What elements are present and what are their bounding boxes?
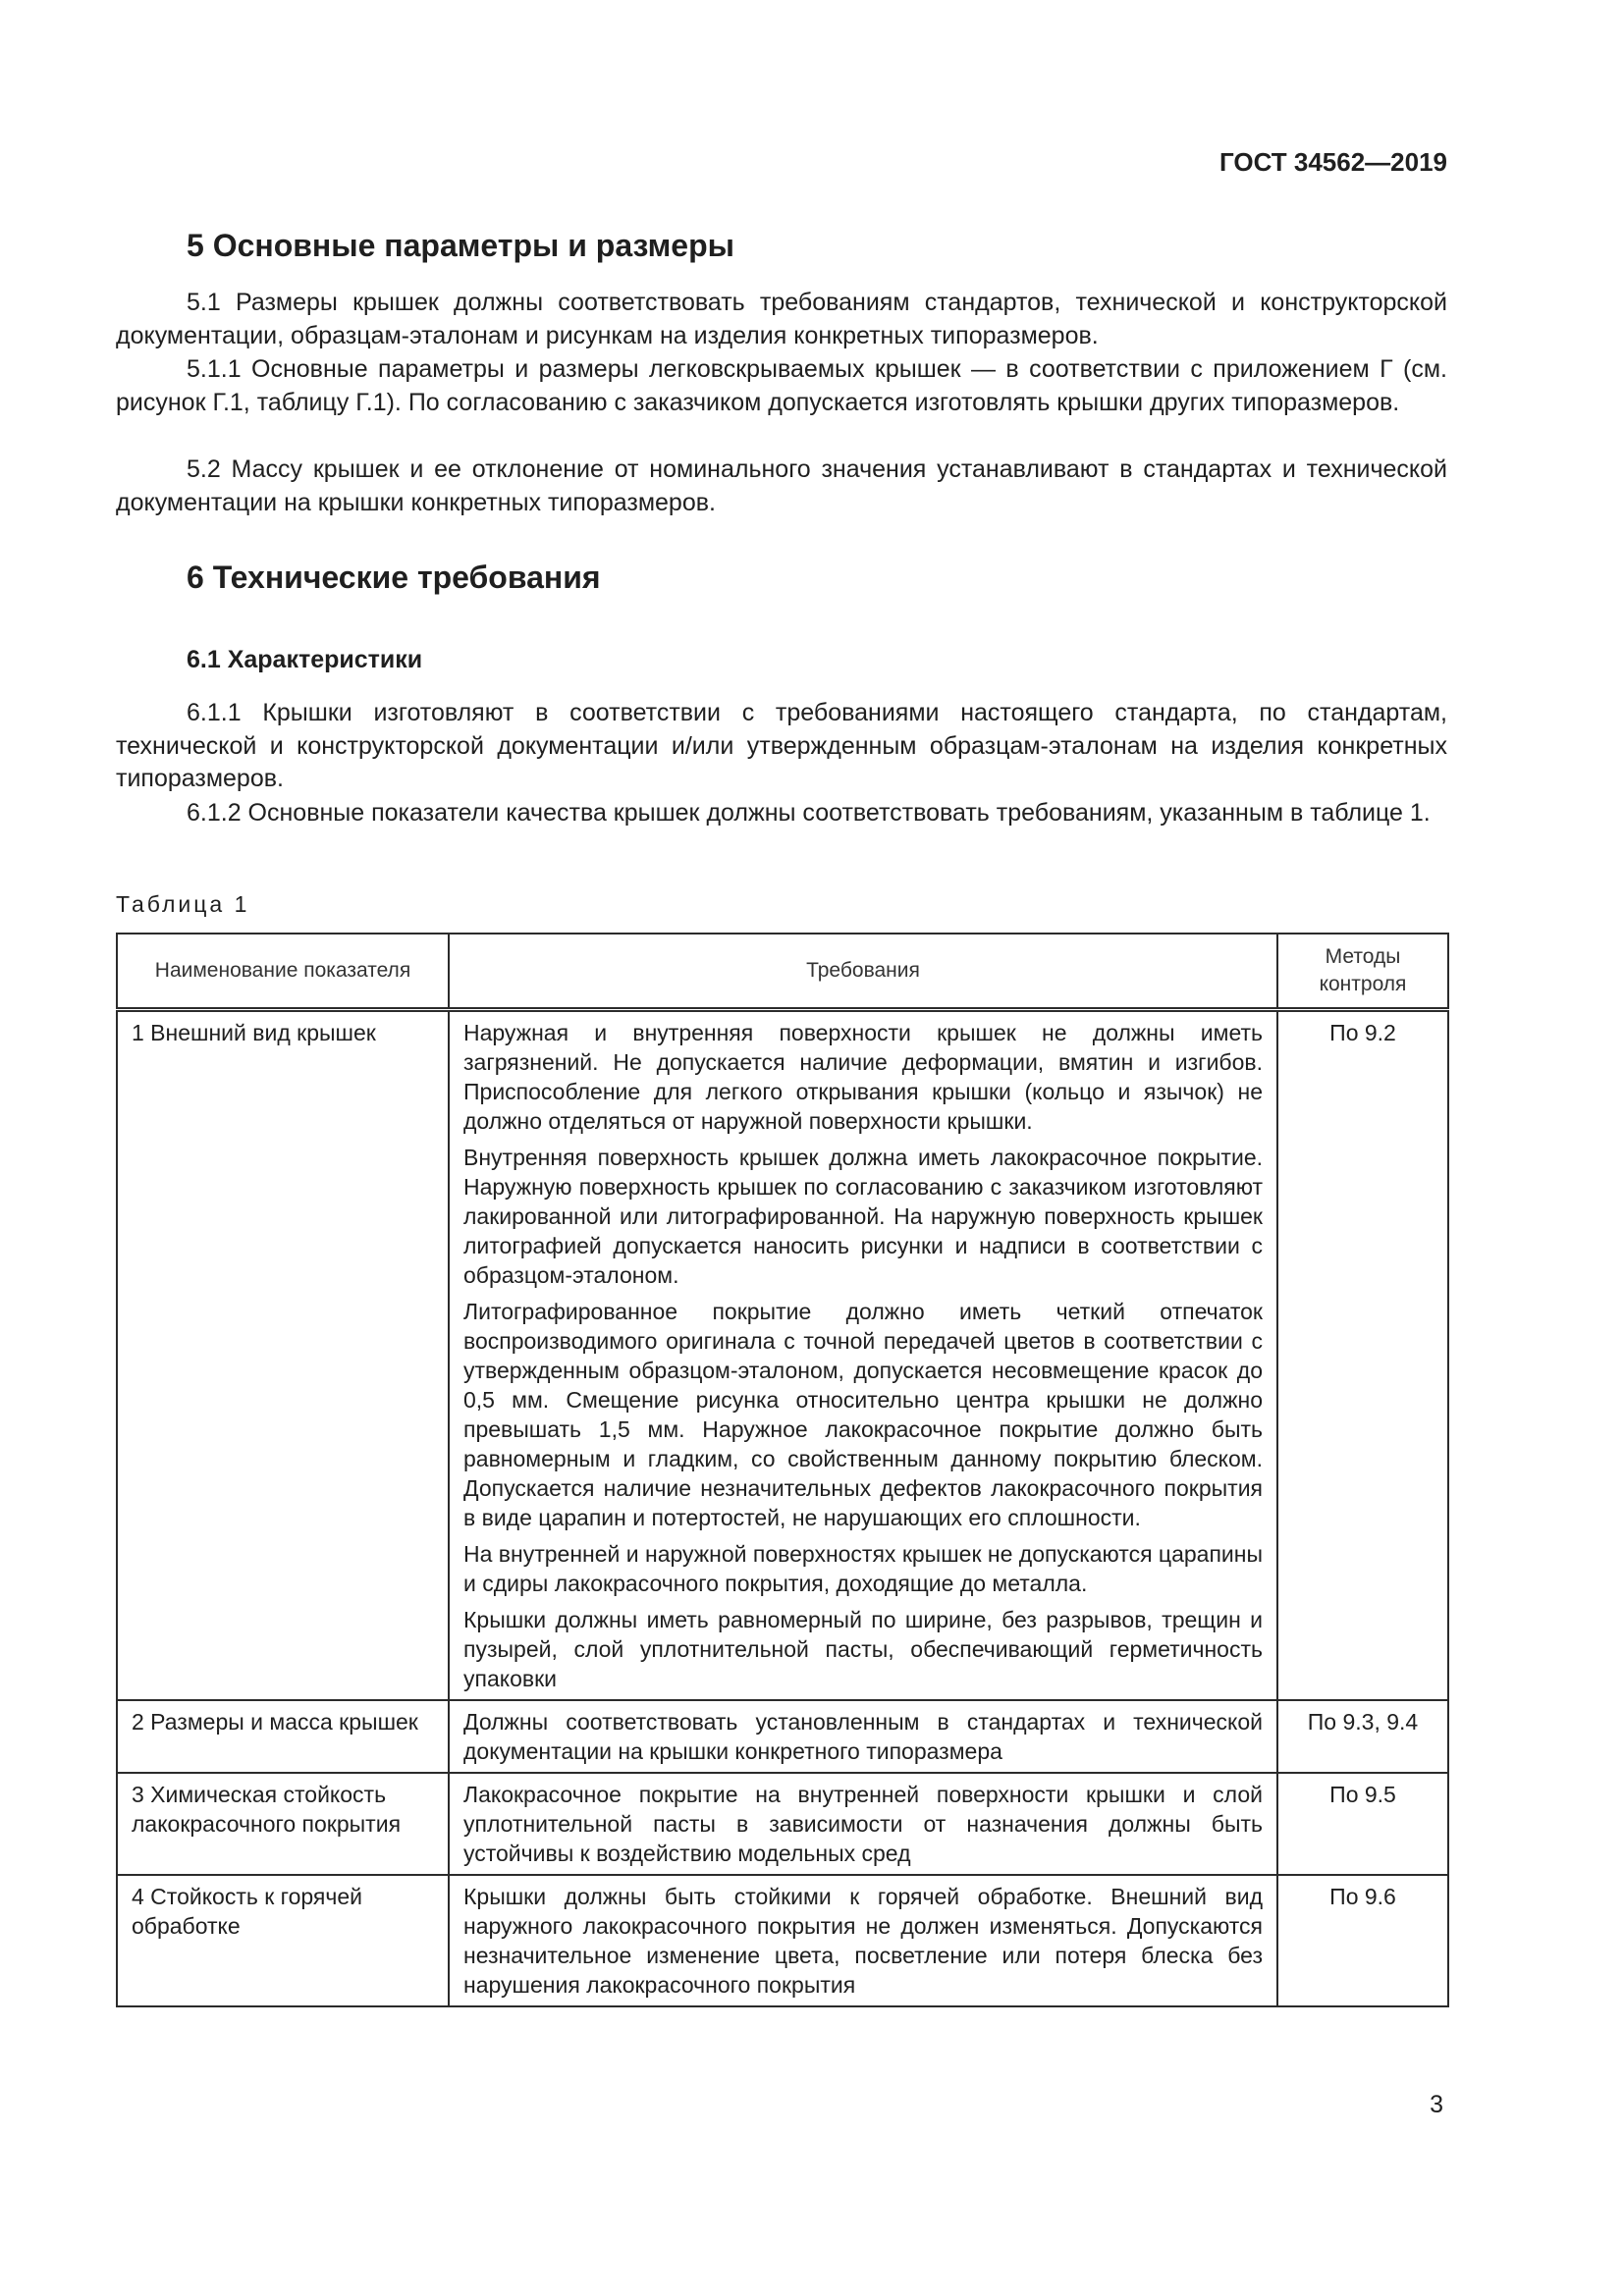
header-indicator-name: Наименование показателя (117, 934, 449, 1010)
subsection-6-1-title: 6.1 Характеристики (187, 646, 423, 673)
header-control-methods: Методы контроля (1277, 934, 1448, 1010)
section-5-title: 5 Основные параметры и размеры (187, 228, 734, 263)
section-6-title: 6 Технические требования (187, 560, 601, 595)
requirement-text: Литографированное покрытие должно иметь четкий отпечаток воспроизводимого оригинала с точной передачей цветов в соответствии с утвержденным образцом-эталоном, допускается несовмещение красок до 0,5 мм. Смещение рисунка относительно центра крышки не должно превышать 1,5 мм. Наружное лакокрасочное покрытие должно быть равномерным и гладким, со свойственным данному покрытию блеском. Допускается наличие незначительных дефектов лакокрасочного покрытия в виде царапин и потертостей, не нарушающих его сплошности. (463, 1299, 1263, 1530)
indicator-name-cell: 4 Стойкость к горячей обработке (117, 1875, 449, 2006)
table-row (117, 1010, 1448, 1701)
requirement-text: Внутренняя поверхность крышек должна иметь лакокрасочное покрытие. Наружную поверхность крышек по согласованию с заказчиком изготовляют лакированной или литографированной. На наружную поверхность крышек литографией допускается наносить рисунки и надписи в соответствии с образцом-эталоном. (463, 1145, 1263, 1288)
document-code: ГОСТ 34562—2019 (1219, 147, 1447, 177)
requirement-text: Должны соответствовать установленным в стандартах и технической документации на крышки конкретного типоразмера (463, 1709, 1263, 1764)
requirements-cell (449, 1875, 1277, 2006)
table-header-row (117, 934, 1448, 1010)
requirements-table (116, 933, 1449, 2007)
table-row (117, 1773, 1448, 1875)
requirement-text: Лакокрасочное покрытие на внутренней поверхности крышки и слой уплотнительной пасты в зависимости от назначения должны быть устойчивы к воздействию модельных сред (463, 1782, 1263, 1866)
requirements-cell (449, 1773, 1277, 1875)
indicator-name-cell: 3 Химическая стойкость лакокрасочного покрытия (117, 1773, 449, 1875)
paragraph-5-1-1: 5.1.1 Основные параметры и размеры легковскрываемых крышек — в соответствии с приложением Г (см. рисунок Г.1, таблицу Г.1). По согласованию с заказчиком допускается изготовлять крышки других типоразмеров. (116, 355, 1447, 416)
requirement-text: Наружная и внутренняя поверхности крышек не должны иметь загрязнений. Не допускается наличие деформации, вмятин и изгибов. Приспособление для легкого открывания крышки (кольцо и язычок) не должно отделяться от наружной поверхности крышки. (463, 1020, 1263, 1134)
control-method-cell: По 9.6 (1277, 1875, 1448, 2006)
requirement-text: Крышки должны быть стойкими к горячей обработке. Внешний вид наружного лакокрасочного покрытия не должен изменяться. Допускаются незначительное изменение цвета, посветление или потеря блеска без нарушения лакокрасочного покрытия (463, 1884, 1263, 1998)
requirements-cell (449, 1010, 1277, 1701)
control-method-cell: По 9.3, 9.4 (1277, 1700, 1448, 1773)
indicator-name-cell: 2 Размеры и масса крышек (117, 1700, 449, 1773)
paragraph-5-1: 5.1 Размеры крышек должны соответствовать требованиям стандартов, технической и конструкторской документации, образцам-эталонам и рисункам на изделия конкретных типоразмеров. (116, 289, 1447, 349)
requirement-text: Крышки должны иметь равномерный по ширине, без разрывов, трещин и пузырей, слой уплотнительной пасты, обеспечивающий герметичность упаковки (463, 1607, 1263, 1691)
control-method-cell: По 9.2 (1277, 1010, 1448, 1701)
table-row (117, 1700, 1448, 1773)
requirement-text: На внутренней и наружной поверхностях крышек не допускаются царапины и сдиры лакокрасочного покрытия, доходящие до металла. (463, 1541, 1263, 1596)
control-method-cell: По 9.5 (1277, 1773, 1448, 1875)
paragraph-6-1-2: 6.1.2 Основные показатели качества крышек должны соответствовать требованиям, указанным в таблице 1. (187, 799, 1431, 827)
header-requirements: Требования (449, 934, 1277, 1010)
table-caption: Таблица 1 (116, 891, 250, 917)
indicator-name-cell: 1 Внешний вид крышек (117, 1010, 449, 1701)
table-row (117, 1875, 1448, 2006)
requirements-cell (449, 1700, 1277, 1773)
paragraph-6-1-1: 6.1.1 Крышки изготовляют в соответствии с требованиями настоящего стандарта, по стандартам, технической и конструкторской документации и/или утвержденным образцам-эталонам на изделия конкретных типоразмеров. (116, 699, 1447, 792)
page-number: 3 (1430, 2091, 1443, 2118)
paragraph-5-2: 5.2 Массу крышек и ее отклонение от номинального значения устанавливают в стандартах и технической документации на крышки конкретных типоразмеров. (116, 455, 1447, 516)
